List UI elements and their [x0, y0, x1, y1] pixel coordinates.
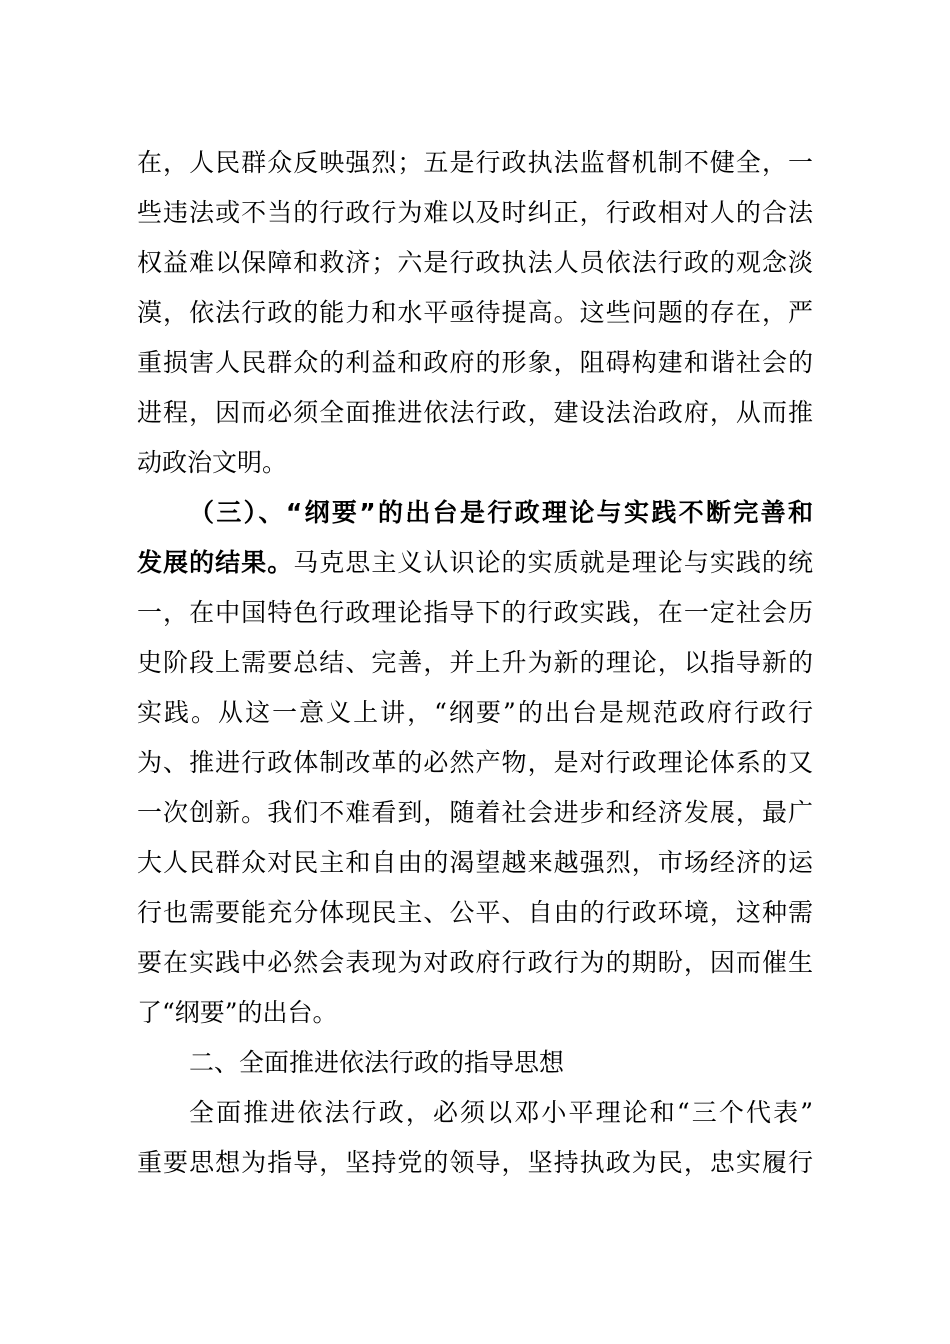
paragraph-line: 重损害人民群众的利益和政府的形象，阻碍构建和谐社会的: [137, 348, 813, 377]
paragraph-line: 动政治文明。: [137, 448, 288, 477]
paragraph-text: 马克思主义认识论的实质就是理论与实践的统: [293, 548, 813, 577]
paragraph-line: 权益难以保障和救济；六是行政执法人员依法行政的观念淡: [137, 248, 813, 277]
paragraph-line: 在，人民群众反映强烈；五是行政执法监督机制不健全，一: [137, 148, 813, 177]
section-heading: 二、全面推进依法行政的指导思想: [189, 1048, 565, 1077]
paragraph-line: 为、推进行政体制改革的必然产物，是对行政理论体系的又: [137, 748, 813, 777]
paragraph-line: 些违法或不当的行政行为难以及时纠正，行政相对人的合法: [137, 198, 813, 227]
paragraph-line: 漠，依法行政的能力和水平亟待提高。这些问题的存在，严: [137, 298, 813, 327]
paragraph-line: 一，在中国特色行政理论指导下的行政实践，在一定社会历: [137, 598, 813, 627]
paragraph-line: 大人民群众对民主和自由的渴望越来越强烈，市场经济的运: [137, 848, 813, 877]
paragraph-line: 了“纲要”的出台。: [137, 998, 338, 1027]
paragraph-line: 重要思想为指导，坚持党的领导，坚持执政为民，忠实履行: [137, 1148, 813, 1177]
paragraph-line: 进程，因而必须全面推进依法行政，建设法治政府，从而推: [137, 398, 813, 427]
bold-subheading-end: 发展的结果。: [137, 548, 294, 577]
paragraph-line: 行也需要能充分体现民主、公平、自由的行政环境，这种需: [137, 898, 813, 927]
paragraph-line: 全面推进依法行政，必须以邓小平理论和“三个代表”: [189, 1098, 813, 1127]
paragraph-line: [137, 543, 813, 583]
paragraph-line: 实践。从这一意义上讲，“纲要”的出台是规范政府行政行: [137, 698, 813, 727]
paragraph-line: 一次创新。我们不难看到，随着社会进步和经济发展，最广: [137, 798, 813, 827]
paragraph-line: 要在实践中必然会表现为对政府行政行为的期盼，因而催生: [137, 948, 813, 977]
bold-subheading: （三）、“纲要”的出台是行政理论与实践不断完善和: [189, 498, 813, 527]
paragraph-line: 史阶段上需要总结、完善，并上升为新的理论，以指导新的: [137, 648, 813, 677]
